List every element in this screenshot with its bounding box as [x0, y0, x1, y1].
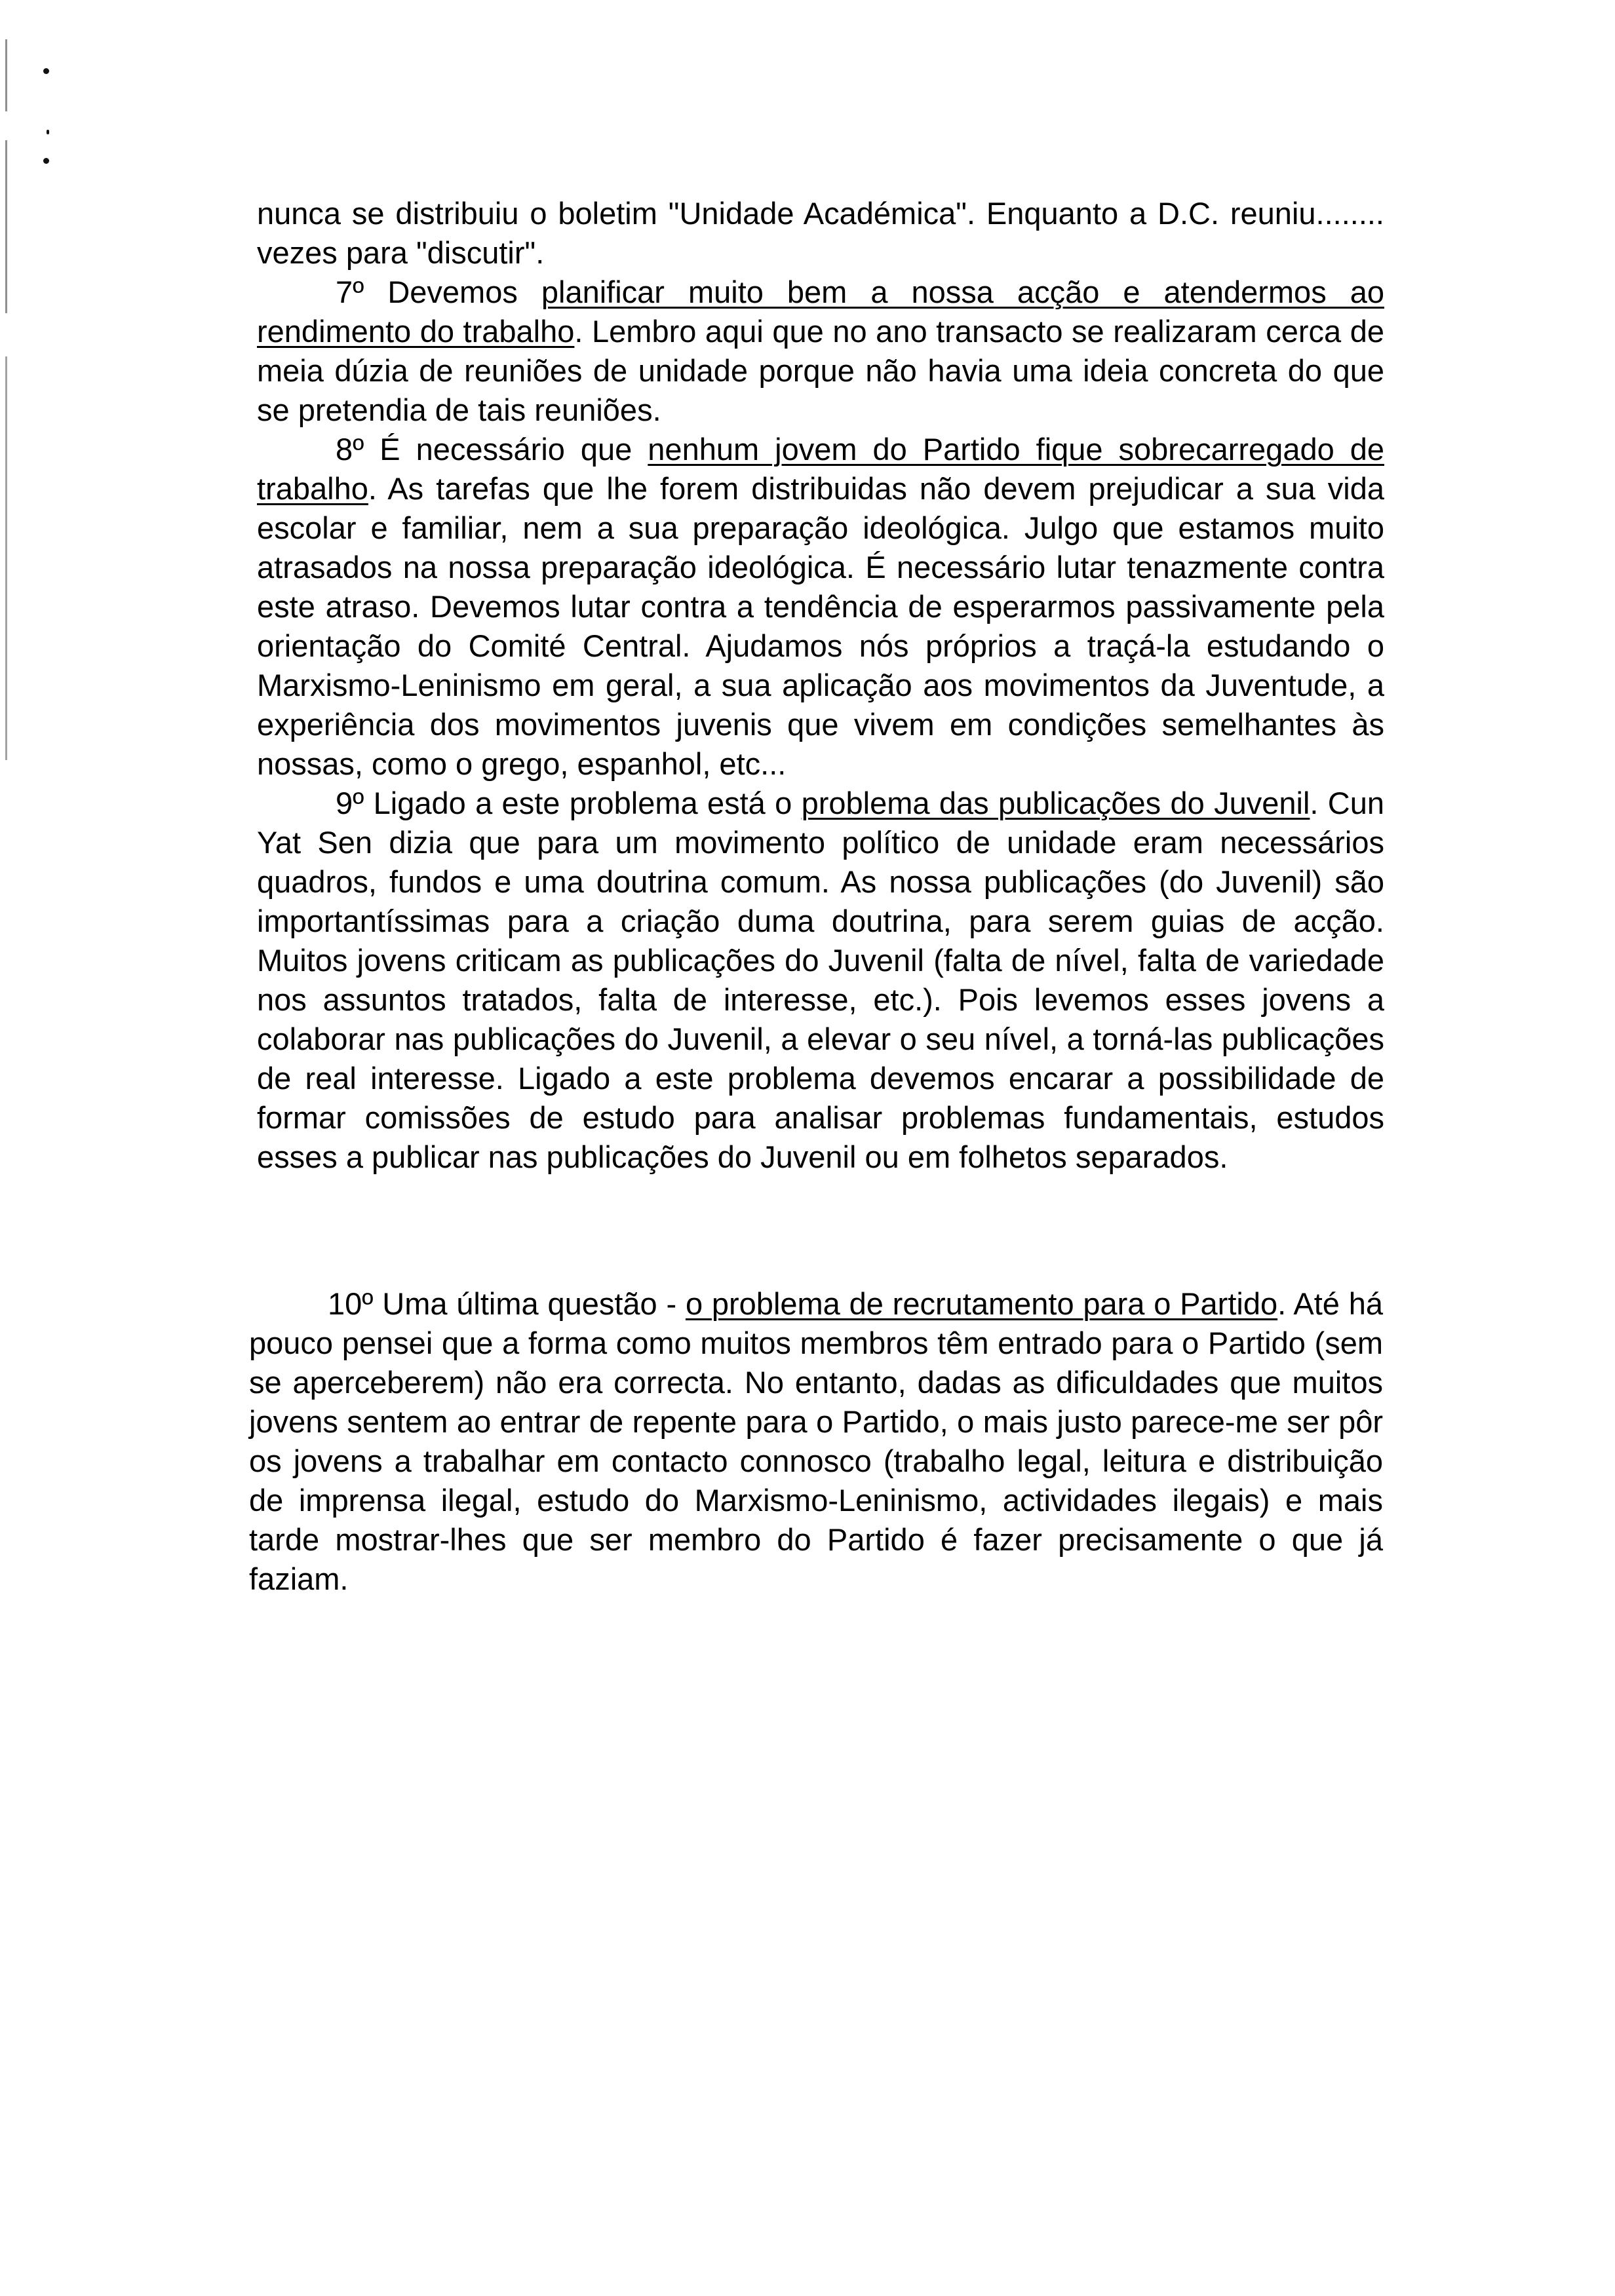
- document-body-main: [257, 194, 1384, 1177]
- item-8-underlined: nenhum jovem do Partido fique sobrecarregado de trabalho: [257, 432, 1384, 506]
- item-10-paragraph: [249, 1284, 1383, 1599]
- item-9-post: . Cun Yat Sen dizia que para um movimento político de unidade eram necessários quadros, fundos e uma doutrina comum. As nossa publicações (do Juvenil) são importantíssimas para a criação duma doutrina, para serem guias de acção. Muitos jovens criticam as publicações do Juvenil (falta de nível, falta de variedade nos assuntos tratados, falta de interesse, etc.). Pois levemos esses jovens a colaborar nas publicações do Juvenil, a elevar o seu nível, a torná-las publicações de real interesse. Ligado a este problema devemos encarar a possibilidade de formar comissões de estudo para analisar problemas fundamentais, estudos esses a publicar nas publicações do Juvenil ou em folhetos separados.: [257, 786, 1385, 1174]
- scan-dot-mark: [43, 158, 49, 164]
- item-7-paragraph: [257, 273, 1384, 430]
- scan-tick-mark: [47, 130, 49, 134]
- item-9-paragraph: [257, 784, 1384, 1177]
- item-10-pre: Uma última questão -: [373, 1286, 686, 1321]
- item-7-pre: Devemos: [364, 275, 541, 309]
- item-9-number: 9º: [336, 786, 364, 820]
- opening-paragraph: [257, 194, 1384, 273]
- document-body-final: [249, 1284, 1383, 1599]
- item-9-pre: Ligado a este problema está o: [364, 786, 802, 820]
- item-10-underlined: o problema de recrutamento para o Partido: [685, 1286, 1278, 1321]
- item-10-number: 10º: [328, 1286, 374, 1321]
- item-9-underlined: problema das publicações do Juvenil: [801, 786, 1310, 820]
- item-8-post: . As tarefas que lhe forem distribuidas não devem prejudicar a sua vida escolar e familiar, nem a sua preparação ideológica. Julgo que estamos muito atrasados na nossa preparação ideológica. É necessário lutar tenazmente contra este atraso. Devemos lutar contra a tendência de esperarmos passivamente pela orientação do Comité Central. Ajudamos nós próprios a traçá-la estudando o Marxismo-Leninismo em geral, a sua aplicação aos movimentos da Juventude, a experiência dos movimentos juvenis que vivem em condições semelhantes às nossas, como o grego, espanhol, etc...: [257, 471, 1384, 781]
- item-7-post: . Lembro aqui que no ano transacto se realizaram cerca de meia dúzia de reuniões de unidade porque não havia uma ideia concreta do que se pretendia de tais reuniões.: [257, 314, 1384, 427]
- item-8-number: 8º: [336, 432, 364, 467]
- scan-dot-mark: [43, 68, 49, 74]
- item-10-post: . Até há pouco pensei que a forma como muitos membros têm entrado para o Partido (sem se aperceberem) não era correcta. No entanto, dadas as dificuldades que muitos jovens sentem ao entrar de repente para o Partido, o mais justo parece-me ser pôr os jovens a trabalhar em contacto connosco (trabalho legal, leitura e distribuição de imprensa ilegal, estudo do Marxismo-Leninismo, actividades ilegais) e mais tarde mostrar-lhes que ser membro do Partido é fazer precisamente o que já faziam.: [249, 1286, 1383, 1596]
- scan-edge-line: [5, 39, 7, 760]
- item-8-paragraph: [257, 430, 1384, 784]
- item-7-underlined: planificar muito bem a nossa acção e atendermos ao rendimento do trabalho: [257, 275, 1384, 349]
- opening-text: nunca se distribuiu o boletim "Unidade Académica". Enquanto a D.C. reuniu........ vezes para "discutir".: [257, 196, 1384, 270]
- item-8-pre: É necessário que: [364, 432, 648, 467]
- item-7-number: 7º: [336, 275, 364, 309]
